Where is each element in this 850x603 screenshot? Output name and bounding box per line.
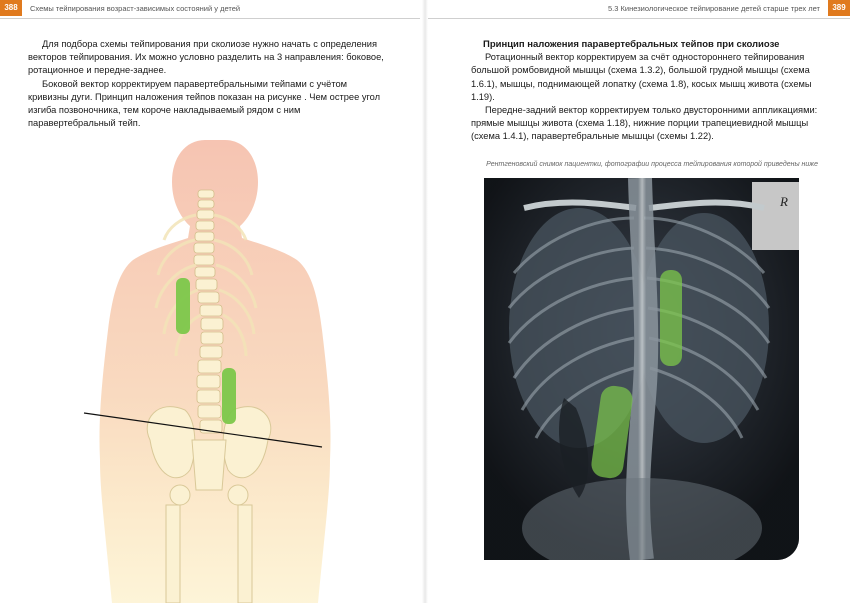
xray-label-text: R (780, 194, 788, 209)
left-paragraph-2: Боковой вектор корректируем паравертебральными тейпами с учётом кривизны дуги. Принцип наложения тейпов показан на рисунке . Чем острее угол изгиба позвоночника, тем короче накладываемый рядом с ним паравертебральный тейп. (28, 78, 381, 129)
right-lung (639, 213, 769, 443)
xray-tape-upper (660, 270, 682, 366)
tape-upper (176, 278, 190, 334)
xray-image (484, 178, 799, 560)
left-header-title: Схемы тейпирования возраст-зависимых состояний у детей (30, 4, 241, 13)
right-page-header (428, 0, 850, 19)
section-heading: Принцип наложения паравертебральных тейпов при сколиозе (483, 39, 780, 50)
right-body-text (471, 38, 819, 144)
xray-caption: Рентгеновский снимок пациентки, фотографии процесса тейпирования которой приведены ниже (486, 161, 818, 168)
tape-lower (222, 368, 236, 424)
left-paragraph-1: Для подбора схемы тейпирования при сколиозе нужно начать с определения векторов тейпирования. Их можно условно разделить на 3 направления: боковое, ротационное и передне-заднее. (28, 39, 384, 76)
right-page-number: 389 (828, 0, 850, 16)
left-page-number: 388 (0, 0, 22, 16)
right-paragraph-2: Передне-задний вектор корректируем только двусторонними аппликациями: прямые мышцы живота (схема 1.18), нижние порции трапециевидной мышцы (схема 1.4.1), паравертебральные мышцы (схемы 1.22). (471, 105, 818, 142)
xray-label-card (752, 182, 799, 250)
right-header-title: 5.3 Кинезиологическое тейпирование детей старше трех лет (608, 4, 820, 13)
right-paragraph-1: Ротационный вектор корректируем за счёт одностороннего тейпирования большой ромбовидной мышцы (схема 1.3.2), большой грудной мышцы (схема 1.6.1), мышцы, поднимающей лопатку (схема 1.8), косых мышц живота (схемы 1.19). (471, 52, 812, 102)
